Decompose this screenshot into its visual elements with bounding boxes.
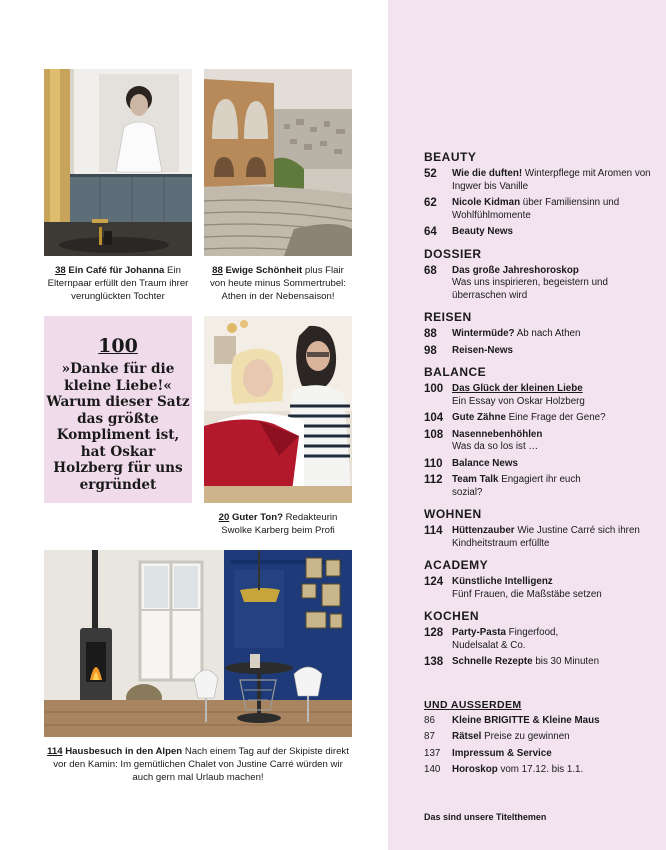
toc-entry[interactable] — [424, 731, 654, 744]
entry-title: Schnelle Rezepte — [452, 656, 533, 667]
table-of-contents — [424, 150, 654, 781]
caption-athens-text: plus Flair von heute minus Sommertrubel: Athen in der Nebensaison! — [210, 265, 346, 302]
entry-text: Wie Justine Carré sich ihren Kindheitstraum erfüllte — [452, 525, 640, 549]
toc-entry[interactable] — [424, 525, 654, 550]
toc-entry[interactable] — [424, 226, 654, 239]
page-number: 87 — [424, 731, 435, 742]
page-number: 68 — [424, 264, 437, 277]
page-number: 137 — [424, 747, 441, 759]
toc-section-extra — [424, 699, 654, 777]
toc-section-kochen — [424, 609, 654, 669]
toc-section-beauty — [424, 150, 654, 239]
entry-text: Fünf Frauen, die Maßstäbe setzen — [452, 588, 602, 600]
toc-section-academy — [424, 558, 654, 601]
caption-cafe-page[interactable]: 38 — [55, 265, 66, 276]
caption-athens — [204, 264, 352, 303]
toc-section-wohnen — [424, 507, 654, 550]
caption-beauty — [204, 511, 352, 537]
entry-title: Team Talk — [452, 474, 499, 485]
section-title: WOHNEN — [424, 507, 482, 521]
toc-entry[interactable] — [424, 715, 654, 728]
toc-entry[interactable] — [424, 474, 654, 499]
caption-athens-title: Ewige Schönheit — [225, 265, 303, 276]
toc-entry[interactable] — [424, 627, 654, 652]
toc-entry[interactable] — [424, 265, 654, 303]
entry-title: Reisen-News — [452, 344, 513, 356]
page-number: 64 — [424, 226, 437, 238]
quote-text: »Danke für die kleine Liebe!« Warum dieser Satz das größte Kompliment ist, hat Oskar Holzberg für uns ergründet — [46, 361, 190, 493]
entry-title: Künstliche Intelligenz — [452, 576, 553, 587]
toc-entry[interactable] — [424, 328, 654, 341]
caption-cafe — [44, 264, 192, 303]
caption-athens-page[interactable]: 88 — [212, 265, 223, 276]
entry-title: Nasennebenhöhlen — [452, 428, 543, 440]
entry-text: über Familiensinn und Wohlfühlmomente — [452, 197, 620, 221]
section-title: BALANCE — [424, 365, 487, 379]
toc-section-balance — [424, 365, 654, 499]
section-title: DOSSIER — [424, 246, 482, 261]
toc-entry[interactable] — [424, 764, 654, 777]
entry-title: Das große Jahreshoroskop — [452, 264, 579, 276]
caption-chalet-title: Hausbesuch in den Alpen — [65, 746, 183, 757]
entry-title: Wintermüde? — [452, 328, 515, 339]
entry-title: Rätsel — [452, 731, 482, 742]
toc-entry[interactable] — [424, 383, 654, 408]
toc-section-reisen — [424, 310, 654, 357]
entry-title: Party-Pasta — [452, 627, 506, 638]
section-title: BEAUTY — [424, 150, 477, 164]
caption-chalet — [44, 745, 352, 784]
entry-title: Hüttenzauber — [452, 525, 515, 536]
caption-chalet-text: Nach einem Tag auf der Skipiste direkt vor den Kamin: Im gemütlichen Chalet von Justine Carré würden wir auch gern mal Urlaub machen! — [53, 746, 349, 783]
entry-text: Winterpflege mit Aromen von Ingwer bis Vanille — [452, 168, 651, 192]
entry-text: Eine Frage der Gene? — [505, 412, 606, 423]
toc-entry[interactable] — [424, 429, 654, 454]
entry-text: bis 30 Minuten — [532, 656, 600, 667]
caption-beauty-title: Guter Ton? — [231, 512, 283, 523]
caption-cafe-title: Ein Café für Johanna — [68, 265, 165, 276]
entry-text: Preise zu gewinnen — [481, 731, 570, 742]
toc-entry[interactable] — [424, 197, 654, 222]
entry-title: Impressum & Service — [452, 747, 552, 759]
chalet-photo — [44, 550, 352, 737]
page-number: 104 — [424, 412, 444, 424]
toc-entry[interactable] — [424, 576, 654, 601]
entry-text: Was uns inspirieren, begeistern und überraschen wird — [452, 277, 608, 301]
page-number: 128 — [424, 627, 444, 639]
entry-text: vom 17.12. bis 1.1. — [497, 764, 584, 775]
section-title: REISEN — [424, 310, 472, 324]
toc-entry[interactable] — [424, 345, 654, 358]
athens-photo — [204, 69, 352, 256]
cafe-photo — [44, 69, 192, 256]
caption-chalet-page[interactable]: 114 — [47, 746, 63, 757]
page-number: 124 — [424, 576, 444, 588]
entry-text: Ab nach Athen — [514, 328, 581, 339]
caption-beauty-page[interactable]: 20 — [218, 512, 230, 523]
page-number: 88 — [424, 328, 437, 340]
page-number: 138 — [424, 656, 444, 668]
toc-entry[interactable] — [424, 458, 654, 471]
page-number: 110 — [424, 457, 443, 470]
entry-text: Was da so los ist … — [452, 441, 539, 452]
quote-page-number[interactable]: 100 — [98, 335, 138, 357]
caption-cafe-text: Ein Elternpaar erfüllt den Traum ihrer verunglückten Tochter — [47, 265, 189, 302]
entry-title: Kleine BRIGITTE & Kleine Maus — [452, 714, 600, 726]
entry-text: Engagiert ihr euch sozial? — [452, 474, 581, 498]
entry-title: Wie die duften! — [452, 168, 523, 179]
entry-title: Nicole Kidman — [452, 197, 521, 208]
entry-title: Horoskop — [452, 764, 498, 775]
section-title: KOCHEN — [424, 609, 480, 623]
toc-entry[interactable] — [424, 168, 654, 193]
toc-entry[interactable] — [424, 748, 654, 761]
entry-title: Beauty News — [452, 226, 513, 237]
page-number: 140 — [424, 764, 441, 775]
page-number: 100 — [424, 383, 444, 395]
page-number: 62 — [424, 197, 437, 209]
section-title: UND AUSSERDEM — [424, 698, 522, 711]
toc-entry[interactable] — [424, 656, 654, 669]
entry-title: Balance News — [452, 457, 518, 469]
toc-section-dossier — [424, 247, 654, 303]
cover-topics-note: Das sind unsere Titelthemen — [424, 812, 547, 822]
toc-entry[interactable] — [424, 412, 654, 425]
page-number: 52 — [424, 168, 437, 180]
page-number: 112 — [424, 474, 443, 486]
entry-text: Ein Essay von Oskar Holzberg — [452, 395, 585, 407]
entry-text: Fingerfood, Nudelsalat & Co. — [452, 627, 559, 651]
page-number: 108 — [424, 428, 444, 441]
entry-title: Gute Zähne — [452, 412, 506, 423]
section-title: ACADEMY — [424, 558, 489, 572]
page-number: 98 — [424, 344, 437, 357]
caption-beauty-text: Redakteurin Swolke Karberg beim Profi — [221, 512, 338, 536]
beauty-photo — [204, 316, 352, 503]
entry-title: Das Glück der kleinen Liebe — [452, 383, 583, 394]
page-number: 114 — [424, 525, 443, 537]
page-number: 86 — [424, 714, 435, 726]
